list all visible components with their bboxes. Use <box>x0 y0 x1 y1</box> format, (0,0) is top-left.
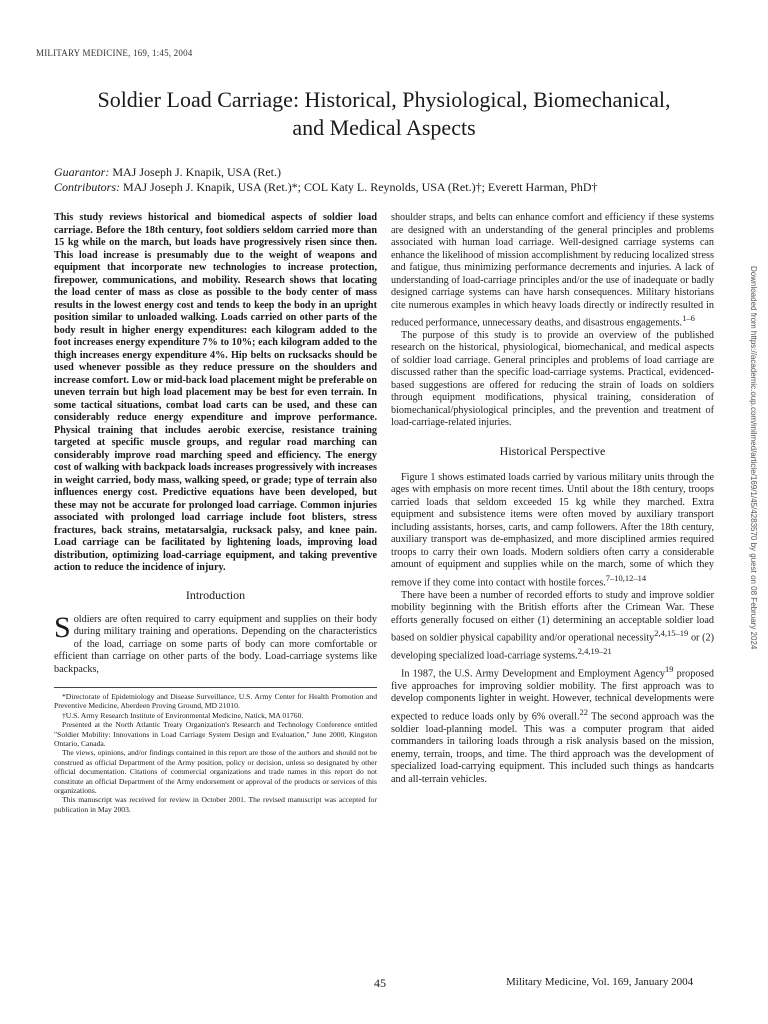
abstract: This study reviews historical and biomedical aspects of soldier load carriage. Before the 18th century, foot soldiers seldom carried more than 15 kg while on the march, but loads have progressively risen since then. This load increase is presumably due to the weight of weapons and equipment that incorporate new technologies to increase protection, firepower, communications, and mobility. Research shows that locating the load center of mass as close as possible to the body center of mass results in the lowest energy cost and tends to keep the body in an upright position similar to unloaded walking. Loads carried on other parts of the body result in higher energy expenditures: each kilogram added to the foot increases energy expenditure 7% to 10%; each kilogram added to the thigh increases energy expenditure 4%. Hip belts on rucksacks should be used whenever possible as they reduce pressure on the shoulders and increase comfort. Low or mid-back load placement might be preferable on uneven terrain but high load placement may be best for even terrain. In some tactical situations, combat load carts can be used, and these can considerably reduce energy expenditure and improve performance. Physical training that includes aerobic exercise, resistance training targeted at specific muscle groups, and regular road marching can considerably improve road marching speed and efficiency. The energy cost of walking with backpack loads increases progressively with increases in weight carried, body mass, walking speed, or grade; type of terrain also influences energy cost. Predictive equations have been developed, but these may not be accurate for prolonged load carriage. Common injuries associated with prolonged load carriage include foot blisters, stress fractures, back strains, metatarsalgia, rucksack palsy, and knee pain. Load carriage can be facilitated by lightening loads, improving load distribution, optimizing load-carriage equipment, and taking preventive action to reduce the incidence of injury. <box>54 212 377 573</box>
footnotes <box>54 687 377 814</box>
guarantor-name: MAJ Joseph J. Knapik, USA (Ret.) <box>112 165 282 179</box>
introduction-paragraph <box>54 610 377 677</box>
introduction-text: oldiers are often required to carry equipment and supplies on their body during military training and operations. Depending on the characteristics of the load, carriage on some parts of body can more comfortable or efficient than carriage on other parts of the body. Load-carriage systems like backpacks, <box>54 613 377 675</box>
contributors-label: Contributors: <box>54 180 121 194</box>
footnote: Presented at the North Atlantic Treaty Organization's Research and Technology Conference entitled "Soldier Mobility: Innovations in Load Carriage System Design and Evaluation," June 2000, Kingston Ontario, Canada. <box>54 720 377 749</box>
page-number: 45 <box>374 976 386 990</box>
introduction-heading: Introduction <box>185 587 246 602</box>
reference-superscript: 7–10,12–14 <box>605 572 647 583</box>
historical-paragraph-3-text-b: proposed five approaches for improving soldier mobility. The first approach was to develop components lighter in weight. However, technical developments were expected to reduce loads only by 6% overall. <box>391 668 714 723</box>
introduction-continued-paragraph <box>391 212 714 330</box>
guarantor-label: Guarantor: <box>54 165 110 179</box>
historical-paragraph-1-text: Figure 1 shows estimated loads carried by various military units through the ages with emphasis on more recent times. Until about the 18th century, troops carried loads that seldom exceeded 15 kg while they marched. Extra equipment and subsistence items were often moved by auxiliary transport including assistants, horses, carts, and camp followers. After the 18th century, auxiliary transport was de-emphasized, and more disciplined armies required troops to carry their own loads. Modern soldiers often carry a considerable amount of equipment and supplies while on the march, some of which they remove if they come into contact with hostile forces. <box>391 471 714 589</box>
footer-citation: Military Medicine, Vol. 169, January 2004 <box>506 976 694 988</box>
footnote: This manuscript was received for review in October 2001. The revised manuscript was accepted for publication in May 2003. <box>54 795 377 814</box>
reference-superscript: 2,4,15–19 <box>654 628 689 639</box>
contributors-line <box>54 180 734 195</box>
right-column <box>391 212 714 786</box>
footnote: *Directorate of Epidemiology and Disease Surveillance, U.S. Army Center for Health Promotion and Preventive Medicine, Aberdeen Proving Ground, MD 21010. <box>54 692 377 711</box>
left-column <box>54 212 377 814</box>
historical-paragraph-3-text-a: In 1987, the U.S. Army Development and Employment Agency <box>401 668 665 680</box>
reference-superscript: 1–6 <box>682 313 695 323</box>
article-title-line-2: and Medical Aspects <box>292 115 476 140</box>
historical-paragraph-2-text-a: There have been a number of recorded efforts to study and improve soldier mobility beginning with the British efforts after the Crimean War. These efforts generally focused on either (1) determining an acceptable soldier load based on soldier physical capability and/or operational necessity <box>391 589 714 644</box>
reference-superscript: 2,4,19–21 <box>577 646 612 657</box>
footnote: The views, opinions, and/or findings contained in this report are those of the authors and should not be construed as official Department of the Army position, policy or decision, unless so designated by other official documentation. Citations of commercial organizations and trade names in this report do not constitute an official Department of the Army endorsement or approval of the products or services of this organizations. <box>54 748 377 796</box>
contributors-names: MAJ Joseph J. Knapik, USA (Ret.)*; COL Katy L. Reynolds, USA (Ret.)†; Everett Harman, PhD† <box>123 180 598 194</box>
purpose-paragraph: The purpose of this study is to provide an overview of the published research on the historical, physiological, biomechanical, and medical aspects of soldier load carriage. General principles and problems of load carriage are discussed rather than the specific load-carriage systems. Practical, evidenced-based suggestions are offered for reducing the strain of loads on soldiers through equipment modifications, physical training, consideration of biomechanical/physiological principles, and the prevention and treatment of load-carriage-related injuries. <box>391 329 714 429</box>
historical-paragraph-2 <box>391 590 714 663</box>
article-title-line-1: Soldier Load Carriage: Historical, Physiological, Biomechanical, <box>97 87 671 112</box>
reference-superscript: 19 <box>664 664 674 675</box>
historical-paragraph-3-text-c: The second approach was the soldier load-planning model. This was a computer program that aided commanders in tailoring loads through a risk analysis based on the mission, enemy, terrain, troops, and time. The third approach was the development of specialized load-carrying equipment. This included such things as handcarts and all-terrain vehicles. <box>391 711 714 785</box>
guarantor-line <box>54 165 734 180</box>
journal-citation-header: MILITARY MEDICINE, 169, 1:45, 2004 <box>36 48 193 58</box>
footnote: †U.S. Army Research Institute of Environmental Medicine, Natick, MA 01760. <box>62 710 304 720</box>
drop-cap: S <box>54 610 71 644</box>
download-watermark: Downloaded from https://academic.oup.com/milmed/article/169/1/45/4283570 by guest on 08 February 2024 <box>749 266 758 650</box>
historical-paragraph-1 <box>391 472 714 590</box>
reference-superscript: 22 <box>579 706 588 717</box>
historical-paragraph-2-text-b: or (2) developing specialized load-carriage systems. <box>391 632 714 662</box>
article-title <box>40 86 728 142</box>
introduction-continued-text: shoulder straps, and belts can enhance comfort and efficiency if these systems are designed with an understanding of the general principles and problems associated with human load carriage. Well-designed carriage systems can enhance the likelihood of mission accomplishment by reducing localized stress and fatigue, thus minimizing performance decrements and injuries. A lack of understanding of load-carriage principles and/or the use of inadequate or badly designed carriage systems can have harsh consequences. Military historians cite numerous examples in which heavy loads directly or indirectly resulted in reduced performance, unnecessary deaths, and disastrous engagements. <box>391 212 714 329</box>
historical-perspective-heading: Historical Perspective <box>499 443 606 458</box>
historical-paragraph-3 <box>391 663 714 786</box>
